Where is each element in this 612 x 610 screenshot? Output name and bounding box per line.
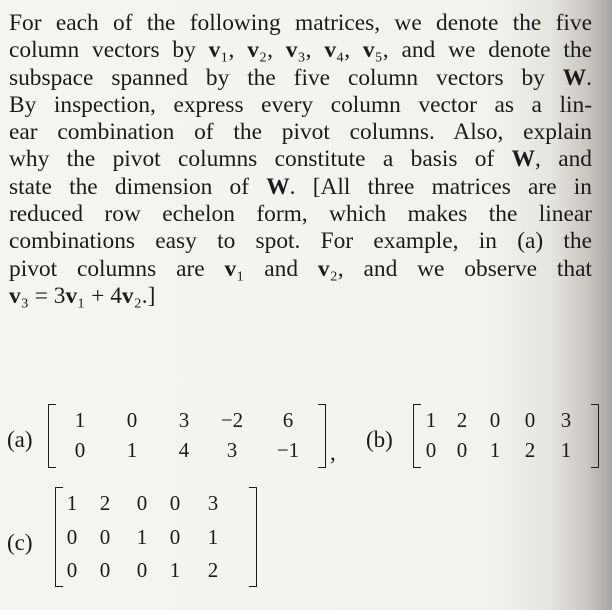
bold-symbol: W: [266, 173, 290, 200]
text-run: column vectors by: [9, 37, 209, 64]
text-run: why the pivot columns constitute a basis of: [9, 146, 512, 173]
text-run: reduced row echelon form, which makes the linear: [9, 201, 592, 228]
matrix-entry: 6: [282, 408, 294, 432]
text-line: [9, 37, 592, 64]
matrix-entry: 1: [74, 408, 86, 432]
text-run: pivot columns are: [9, 255, 225, 282]
text-line: [9, 10, 592, 37]
text-run: ₁ + 4: [77, 282, 122, 309]
text-run: For each of the following matrices, we denote the five: [9, 10, 592, 36]
matrix-entry: 0: [425, 438, 437, 462]
matrix-entry: 1: [66, 491, 78, 515]
text-run: ₁ and: [236, 255, 318, 282]
matrix-entry: 1: [425, 408, 437, 432]
text-run: ₅, and we denote the: [374, 37, 592, 64]
text-run: ₃,: [297, 37, 325, 64]
matrix-entry: 2: [99, 491, 111, 515]
matrix-entry: 0: [136, 491, 148, 515]
bold-symbol: v: [324, 37, 337, 64]
right-bracket: [318, 404, 326, 468]
matrix-b: [413, 404, 599, 468]
matrix-entry: 0: [456, 438, 468, 462]
bold-symbol: v: [121, 282, 134, 309]
matrix-entry: 3: [207, 491, 219, 515]
matrix-entry: 2: [524, 438, 536, 462]
bold-symbol: v: [65, 282, 78, 309]
text-line: [9, 201, 592, 228]
right-bracket: [591, 404, 599, 468]
text-line: [9, 146, 592, 173]
matrix-entry: 1: [489, 438, 501, 462]
text-run: ₂,: [258, 37, 286, 64]
matrix-entry: 0: [126, 408, 138, 432]
text-run: By inspection, express every column vector as a lin-: [9, 91, 592, 118]
left-bracket: [48, 404, 56, 468]
text-run: ₂.]: [133, 282, 156, 309]
part-a-label: (a): [7, 427, 33, 452]
matrix-entry: 0: [169, 525, 181, 549]
part-c-label: (c): [7, 530, 33, 555]
matrix-entry: 1: [560, 438, 572, 462]
matrix-entry: 3: [178, 408, 190, 432]
matrix-entry: 1: [126, 438, 138, 462]
text-line: [9, 119, 592, 146]
matrix-entry: 1: [169, 558, 181, 582]
text-run: , and: [535, 146, 592, 173]
text-line: [9, 228, 592, 255]
text-run: ₄,: [336, 37, 363, 64]
part-b-label: (b): [366, 427, 393, 452]
matrix-entry: −2: [220, 408, 244, 432]
matrix-entry: 2: [207, 558, 219, 582]
text-run: ₁,: [220, 37, 248, 64]
matrix-entry: −1: [276, 438, 300, 462]
matrix-entry: 0: [66, 525, 78, 549]
text-run: subspace spanned by the five column vectors by: [9, 64, 563, 91]
right-bracket: [249, 487, 257, 587]
text-line: [9, 283, 612, 310]
text-line: [9, 65, 592, 92]
text-run: ear combination of the pivot columns. Also, explain: [9, 119, 592, 146]
bold-symbol: W: [562, 64, 587, 91]
matrix-entry: 1: [207, 525, 219, 549]
matrix-entry: 0: [99, 525, 111, 549]
text-run: ₂, and we observe that: [329, 255, 592, 282]
matrix-entry: 0: [99, 558, 111, 582]
matrix-entry: 0: [169, 491, 181, 515]
matrix-c: [55, 487, 257, 587]
matrix-entry: 2: [456, 408, 468, 432]
text-line: [9, 92, 592, 119]
text-run: ₃ = 3: [20, 282, 66, 309]
text-run: . [All three matrices are in: [289, 173, 592, 200]
matrix-a: [48, 404, 326, 468]
bold-symbol: v: [208, 37, 221, 64]
text-run: state the dimension of: [9, 173, 267, 200]
matrix-entry: 3: [226, 438, 238, 462]
matrix-entry: 0: [136, 558, 148, 582]
bold-symbol: W: [511, 146, 536, 173]
matrix-entry: 0: [489, 408, 501, 432]
bold-symbol: v: [9, 282, 21, 309]
bold-symbol: v: [247, 37, 259, 64]
text-run: combinations easy to spot. For example, in (a) the: [9, 228, 592, 255]
matrix-entry: 4: [178, 438, 190, 462]
matrix-entry: 3: [560, 408, 572, 432]
matrix-a-comma: ,: [330, 440, 336, 465]
bold-symbol: v: [285, 37, 298, 64]
bold-symbol: v: [224, 255, 237, 282]
matrix-entry: 0: [66, 558, 78, 582]
matrix-entry: 1: [136, 525, 148, 549]
problem-statement: [9, 10, 612, 310]
matrix-entry: 0: [524, 408, 536, 432]
text-line: [9, 174, 592, 201]
text-line: [9, 256, 592, 283]
text-run: .: [586, 64, 592, 91]
bold-symbol: v: [317, 255, 330, 282]
bold-symbol: v: [362, 37, 375, 64]
matrix-entry: 0: [74, 438, 86, 462]
